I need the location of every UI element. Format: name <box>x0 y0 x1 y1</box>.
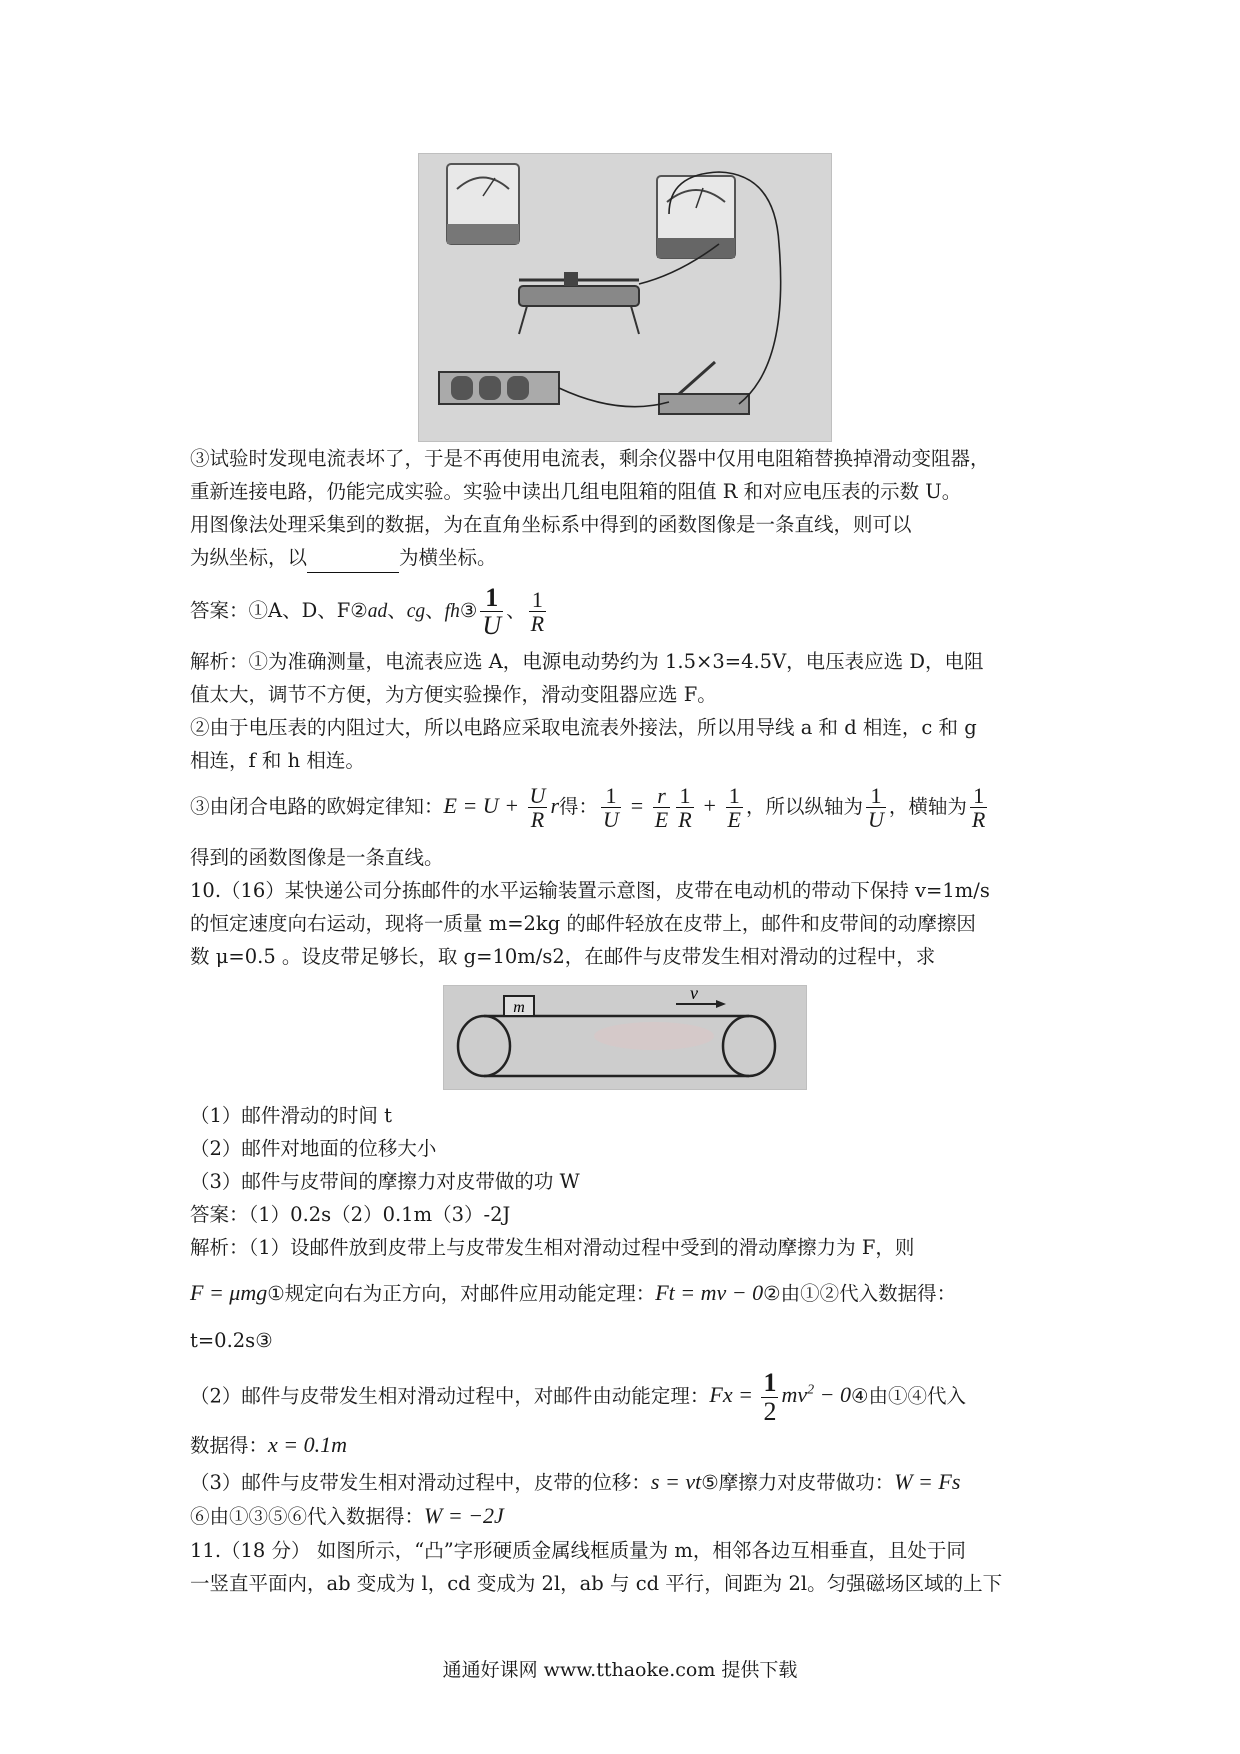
q9-answer-sep: 、 <box>425 599 445 622</box>
q9-part3-line-1: ③试验时发现电流表坏了，于是不再使用电流表，剩余仪器中仅用电阻箱替换掉滑动变阻器， <box>190 447 990 470</box>
q9-analysis3-c: ，所以纵轴为 <box>745 795 863 818</box>
q10-solution-part2 <box>190 1360 966 1427</box>
q10-solution-part3 <box>190 1467 960 1498</box>
momentum-equation: Ft = mv − 0 <box>655 1280 764 1305</box>
q10-stem-line-3: 数 μ=0.5 。设皮带足够长，取 g=10m/s2，在邮件与皮带发生相对滑动的过程中，求 <box>190 945 936 968</box>
linear-equation: $\frac{1}{U}$ = $\frac{r}{E}$ $\frac{1}{R}$ + $\frac{1}{E}$ <box>603 783 741 833</box>
q9-analysis3-d: ，横轴为 <box>888 795 967 818</box>
q9-analysis-line-3: ②由于电压表的内阻过大，所以电路应采取电流表外接法，所以用导线 a 和 d 相连，c 和 g <box>190 716 977 739</box>
q9-answer-fh: fh <box>444 601 460 622</box>
q9-answer-comma: 、 <box>506 599 526 622</box>
q10-solution-mid: ①规定向右为正方向，对邮件应用动能定理： <box>267 1282 656 1305</box>
q10-stem-line-1: 10.（16）某快递公司分拣邮件的水平运输装置示意图，皮带在电动机的带动下保持 v=1m/s <box>190 879 990 902</box>
fraction-1-over-r: $\frac{1}{R}$ <box>530 586 545 636</box>
q10-sol2-text: （2）邮件与皮带发生相对滑动过程中，对邮件由动能定理： <box>190 1384 710 1408</box>
q10-solution-line-1: 解析：（1）设邮件放到皮带上与皮带发生相对滑动过程中受到的滑动摩擦力为 F，则 <box>190 1236 915 1259</box>
q9-part3-line-4 <box>190 543 497 573</box>
q10-question-3: （3）邮件与皮带间的摩擦力对皮带做的功 W <box>190 1170 580 1193</box>
q9-answer-sep: 、 <box>387 599 407 622</box>
q9-analysis-tail: 得到的函数图像是一条直线。 <box>190 846 444 869</box>
velocity-label: v <box>690 986 698 1003</box>
belt-displacement-equation: s = vt <box>650 1469 702 1494</box>
ohm-equation: E = U + $\frac{U}{R}$ r <box>443 783 559 833</box>
mass-label: m <box>513 999 525 1016</box>
q9-analysis3-a: ③由闭合电路的欧姆定律知： <box>190 795 444 818</box>
q9-answer-prefix: 答案：①A、D、F② <box>190 599 368 622</box>
work-equation: W = Fs <box>894 1469 961 1494</box>
q11-line-2: 一竖直平面内，ab 变成为 l，cd 变成为 2l，ab 与 cd 平行，间距为 2l。匀强磁场区域的上下 <box>190 1572 1003 1595</box>
circuit-illustration <box>419 154 831 441</box>
fraction-1-over-u: $\frac{1}{U}$ <box>482 582 502 640</box>
q9-part3-text-b: 为横坐标。 <box>399 546 497 569</box>
q10-solution-line-2 <box>190 1278 956 1309</box>
displacement-result: x = 0.1m <box>268 1432 348 1457</box>
q9-analysis-ohm-line <box>190 775 990 838</box>
q10-sol2-label: 数据得： <box>190 1434 269 1457</box>
q10-solution-part3-result <box>190 1501 504 1532</box>
q9-part3-text-a: 为纵坐标，以 <box>190 546 308 569</box>
q10-stem-line-2: 的恒定速度向右运动，现将一质量 m=2kg 的邮件轻放在皮带上，邮件和皮带间的动摩擦因 <box>190 912 976 935</box>
q11-line-1: 11.（18 分） 如图所示，“凸”字形硬质金属线框质量为 m，相邻各边互相垂直，且处于同 <box>190 1539 966 1562</box>
fraction-1-over-r: $\frac{1}{R}$ <box>971 782 986 832</box>
q9-analysis-line-2: 值太大，调节不方便，为方便实验操作，滑动变阻器应选 F。 <box>190 683 717 706</box>
q9-part3-line-2: 重新连接电路，仍能完成实验。实验中读出几组电阻箱的阻值 R 和对应电压表的示数 U。 <box>190 480 962 503</box>
q10-sol3-label: ⑥由①③⑤⑥代入数据得： <box>190 1505 425 1528</box>
q9-answer-circle3: ③ <box>459 599 478 622</box>
q9-analysis-line-4: 相连，f 和 h 相连。 <box>190 749 365 772</box>
fraction-1-over-u: $\frac{1}{U}$ <box>868 782 884 832</box>
page-footer: 通通好课网 www.tthaoke.com 提供下载 <box>442 1659 798 1681</box>
conveyor-illustration <box>444 986 806 1089</box>
answer-blank <box>307 550 399 573</box>
friction-equation: F = μmg <box>190 1280 268 1305</box>
q9-answer-cg: cg <box>406 601 426 622</box>
circuit-photo <box>418 153 832 442</box>
q10-question-1: （1）邮件滑动的时间 t <box>190 1104 392 1127</box>
q9-part3-line-3: 用图像法处理采集到的数据，为在直角坐标系中得到的函数图像是一条直线，则可以 <box>190 513 912 536</box>
q10-question-2: （2）邮件对地面的位移大小 <box>190 1137 437 1160</box>
q10-solution-end: ②由①②代入数据得： <box>763 1282 957 1305</box>
q10-solution-part2-result <box>190 1430 347 1461</box>
q10-solution-result: t=0.2s③ <box>190 1329 273 1352</box>
q10-sol3-text: （3）邮件与皮带发生相对滑动过程中，皮带的位移： <box>190 1471 651 1494</box>
work-result: W = −2J <box>424 1503 504 1528</box>
q9-analysis3-b: 得： <box>559 795 599 818</box>
q10-sol3-mid: ⑤摩擦力对皮带做功： <box>701 1471 895 1494</box>
kinetic-energy-equation: Fx = $\frac{1}{2}$ $mv^2 - 0$ <box>709 1368 851 1426</box>
q9-analysis-line-1: 解析：①为准确测量，电流表应选 A，电源电动势约为 1.5×3=4.5V，电压表应选 D，电阻 <box>190 650 984 673</box>
q9-answer-ad: ad <box>367 601 388 622</box>
q10-answer: 答案：（1）0.2s（2）0.1m（3）-2J <box>190 1203 511 1226</box>
q10-sol2-tail: ④由①④代入 <box>851 1384 966 1408</box>
q9-answer-line <box>190 580 549 643</box>
conveyor-figure <box>443 985 807 1090</box>
